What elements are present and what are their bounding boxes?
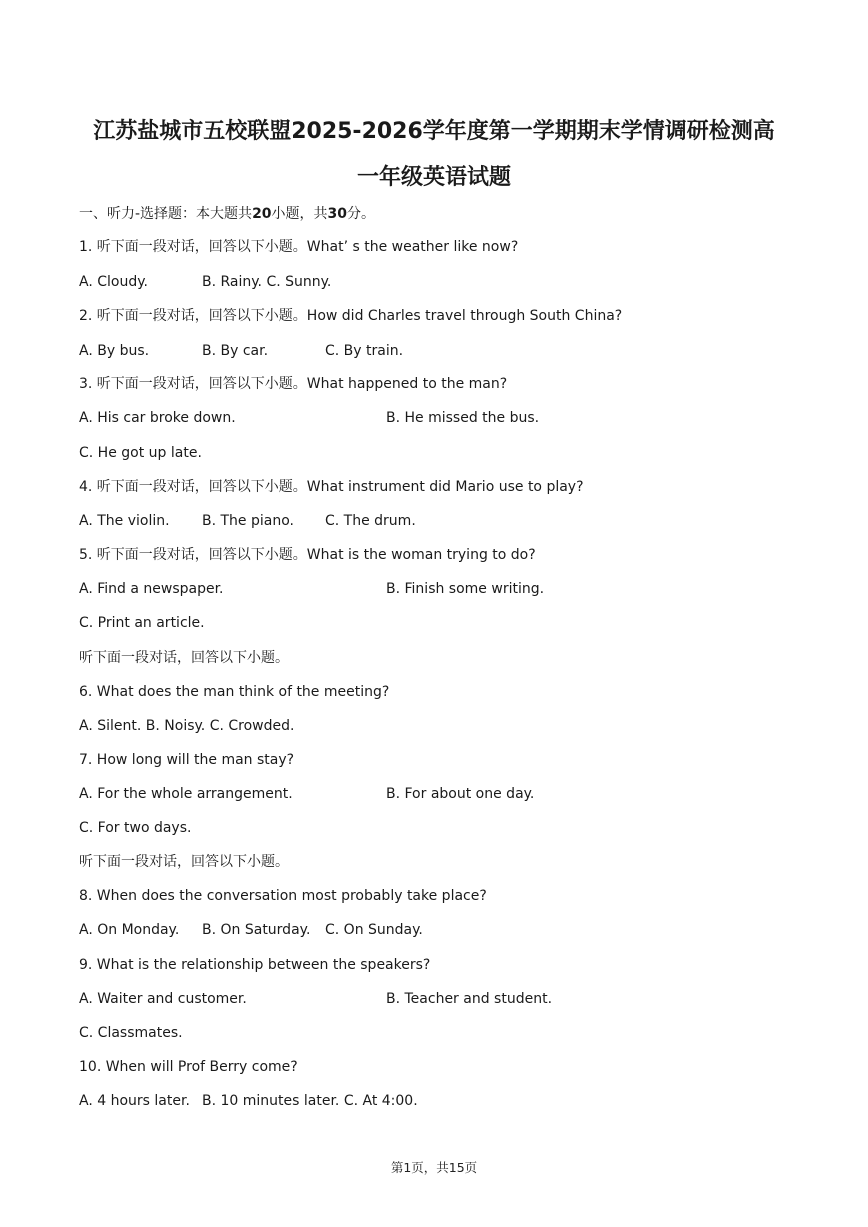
document-title-line1: 江苏盐城市五校联盟2025-2026学年度第一学期期末学情调研检测高 (93, 119, 775, 144)
option-c: C. On Sunday. (325, 922, 423, 938)
question-stem: 9. What is the relationship between the speakers? (79, 957, 431, 973)
option-b: B. On Saturday. (202, 922, 311, 938)
question-stem: 7. How long will the man stay? (79, 752, 295, 768)
document-title-line2: 一年级英语试题 (356, 165, 511, 190)
option-c: C. The drum. (325, 513, 416, 529)
option-c: C. He got up late. (79, 445, 202, 461)
option-c: C. Print an article. (79, 615, 205, 631)
option-b: B. Rainy. C. Sunny. (202, 274, 332, 290)
question-count: 20 (252, 206, 272, 222)
question-stem: 6. What does the man think of the meeting? (79, 684, 390, 700)
option-a: A. 4 hours later. (79, 1093, 190, 1109)
option-b: B. For about one day. (386, 786, 535, 802)
page-number: 第1页，共15页 (390, 1160, 478, 1175)
option-a: A. On Monday. (79, 922, 180, 938)
option-b: B. The piano. (202, 513, 294, 529)
option-a: A. Silent. B. Noisy. C. Crowded. (79, 718, 295, 734)
option-a: A. By bus. (79, 343, 150, 359)
option-b: B. Teacher and student. (386, 991, 553, 1007)
option-a: A. For the whole arrangement. (79, 786, 293, 802)
option-a: A. His car broke down. (79, 410, 236, 426)
question-stem: 10. When will Prof Berry come? (79, 1059, 298, 1075)
question-stem: 1. 听下面一段对话，回答以下小题。What’ s the weather like now? (79, 239, 519, 255)
section-heading: 一、听力-选择题：本大题共20小题，共30分。 (79, 206, 376, 222)
question-stem: 3. 听下面一段对话，回答以下小题。What happened to the man? (79, 376, 508, 392)
question-stem: 5. 听下面一段对话，回答以下小题。What is the woman trying to do? (79, 547, 536, 563)
option-a: A. Find a newspaper. (79, 581, 224, 597)
question-stem: 8. When does the conversation most probably take place? (79, 888, 487, 904)
total-points: 30 (327, 206, 348, 222)
option-c: C. By train. (325, 343, 404, 359)
option-b: B. He missed the bus. (386, 410, 540, 426)
dialogue-intro: 听下面一段对话，回答以下小题。 (79, 650, 289, 666)
option-b: B. Finish some writing. (386, 581, 545, 597)
option-c: C. Classmates. (79, 1025, 183, 1041)
option-b: B. By car. (202, 343, 269, 359)
question-stem: 4. 听下面一段对话，回答以下小题。What instrument did Mario use to play? (79, 479, 584, 495)
option-c: C. For two days. (79, 820, 192, 836)
dialogue-intro: 听下面一段对话，回答以下小题。 (79, 854, 289, 870)
option-a: A. Cloudy. (79, 274, 148, 290)
option-a: A. The violin. (79, 513, 170, 529)
option-a: A. Waiter and customer. (79, 991, 247, 1007)
option-b: B. 10 minutes later. C. At 4:00. (202, 1093, 418, 1109)
question-stem: 2. 听下面一段对话，回答以下小题。How did Charles travel through South China? (79, 308, 623, 324)
